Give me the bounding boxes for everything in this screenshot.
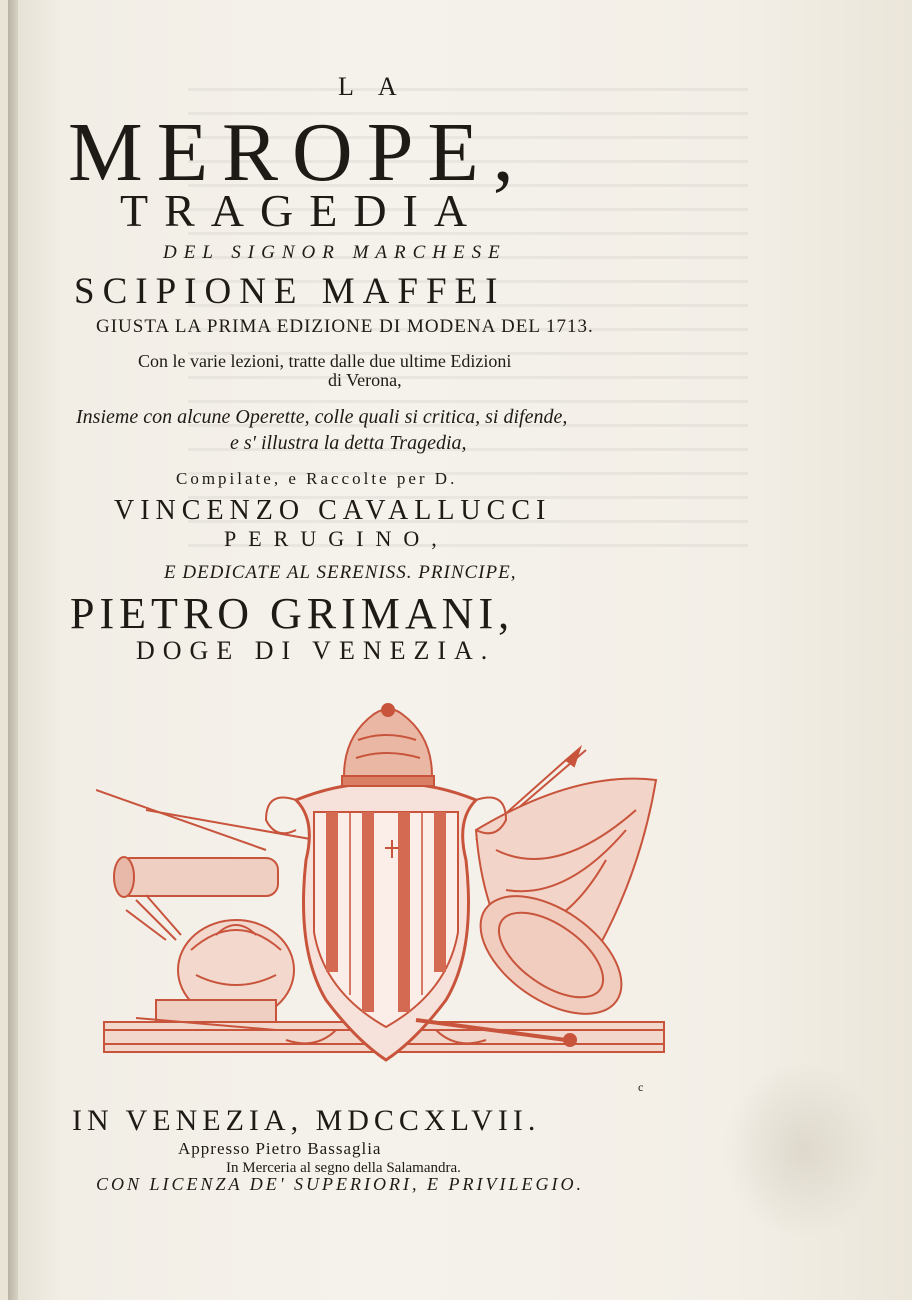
book-spine-edge xyxy=(8,0,18,1300)
dedicatee-name: PIETRO GRIMANI, xyxy=(70,589,515,638)
compiler-prefix: Compilate, e Raccolte per D. xyxy=(176,469,458,488)
author-prefix: DEL SIGNOR MARCHESE xyxy=(163,242,507,263)
dedicatee-title: DOGE DI VENEZIA. xyxy=(136,636,496,665)
variants-note-line2: di Verona, xyxy=(328,370,402,390)
compiler-origin: PERUGINO, xyxy=(224,526,449,551)
paper-stain xyxy=(722,1060,882,1240)
author-name: SCIPIONE MAFFEI xyxy=(74,271,506,312)
title-page xyxy=(8,0,912,1300)
coat-of-arms-trophy-icon xyxy=(96,700,676,1092)
dedication-prefix: E DEDICATE AL SERENISS. PRINCIPE, xyxy=(164,562,517,583)
title-article: LA xyxy=(338,72,421,101)
variants-note-line1: Con le varie lezioni, tratte dalle due ultime Edizioni xyxy=(138,351,512,371)
signature-mark: c xyxy=(638,1080,644,1094)
imprint-publisher: Appresso Pietro Bassaglia xyxy=(178,1139,382,1158)
imprint-license: CON LICENZA DE' SUPERIORI, E PRIVILEGIO. xyxy=(96,1174,584,1194)
edition-note: GIUSTA LA PRIMA EDIZIONE DI MODENA DEL 1713. xyxy=(96,316,594,337)
contents-note-line2: e s' illustra la detta Tragedia, xyxy=(230,432,467,454)
book-genre: TRAGEDIA xyxy=(120,185,484,236)
book-title: MEROPE, xyxy=(68,106,528,199)
imprint-place-year: IN VENEZIA, MDCCXLVII. xyxy=(72,1104,541,1137)
compiler-name: VINCENZO CAVALLUCCI xyxy=(114,495,552,526)
imprint-address: In Merceria al segno della Salamandra. xyxy=(226,1160,461,1176)
contents-note-line1: Insieme con alcune Operette, colle quali si critica, si difende, xyxy=(76,406,568,428)
